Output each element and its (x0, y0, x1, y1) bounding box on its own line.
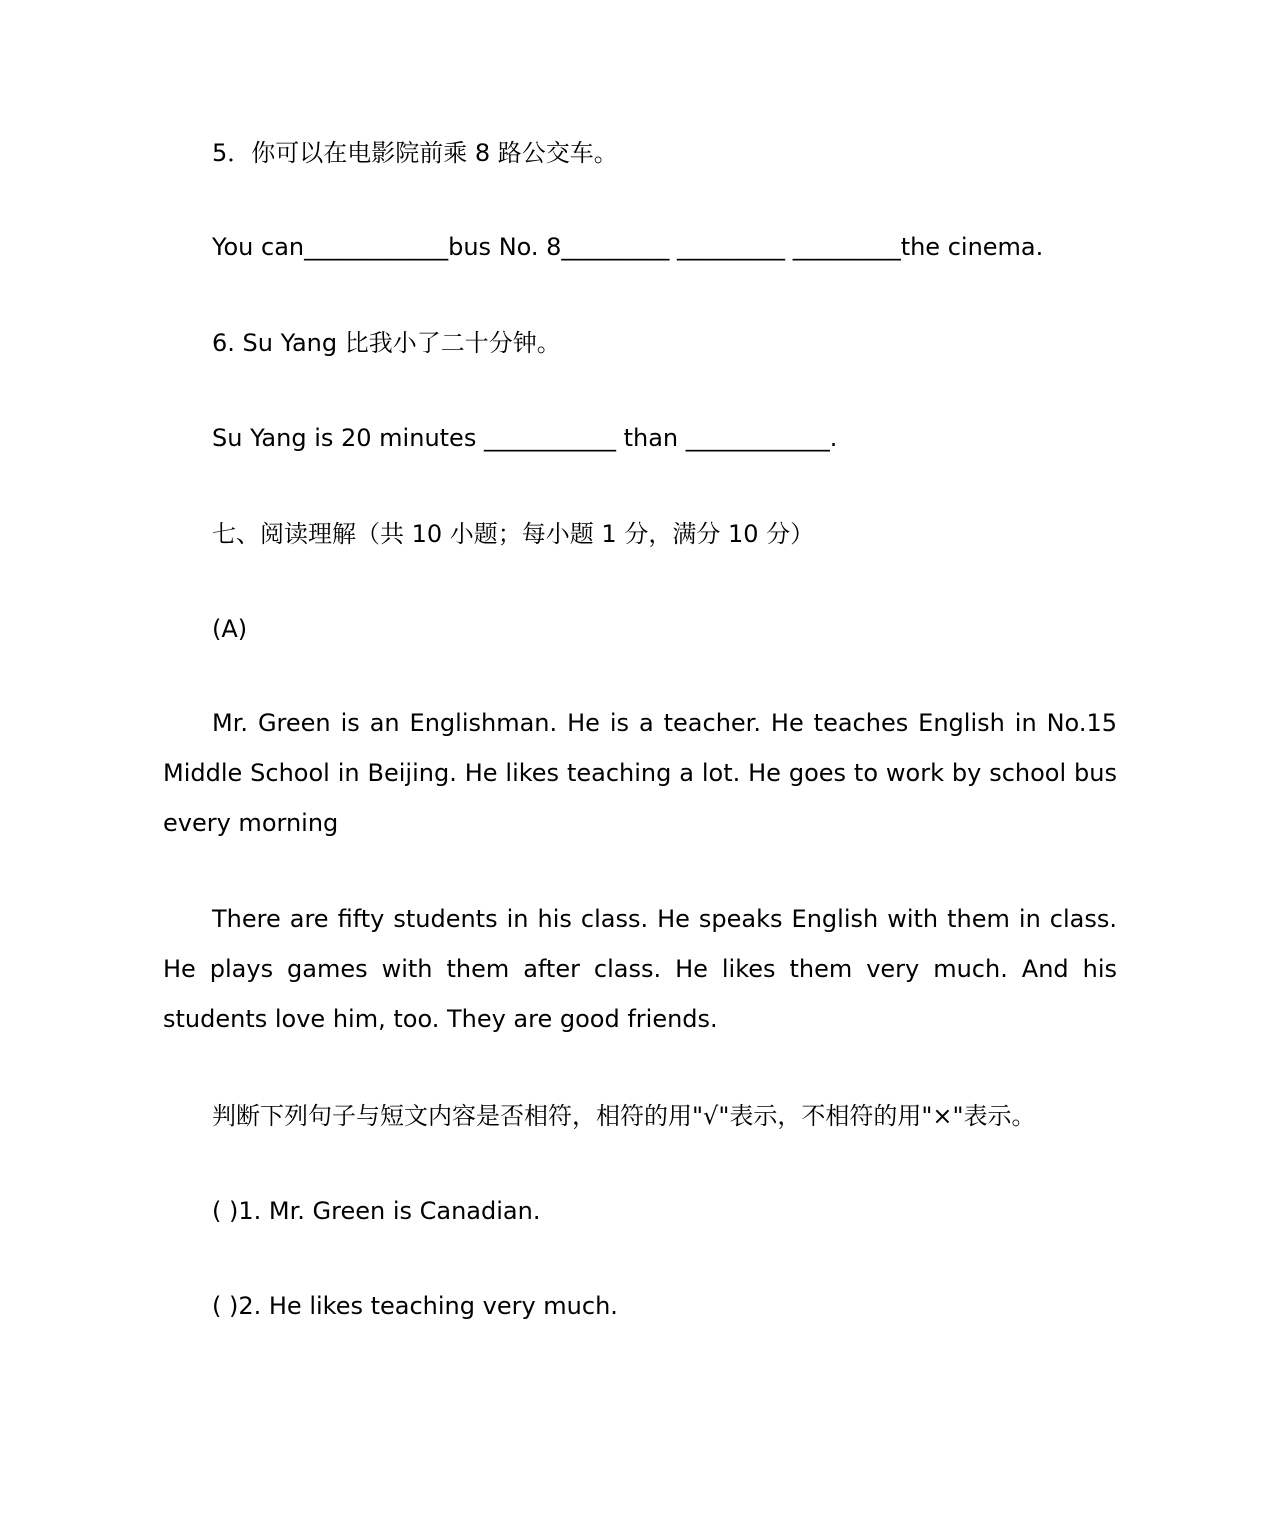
part-a-label: (A) (212, 615, 248, 643)
question-6-english: Su Yang is 20 minutes ___________ than ____________. (212, 424, 838, 452)
passage-paragraph-1: Mr. Green is an Englishman. He is a teacher. He teaches English in No.15 Middle School in Beijing. He likes teaching a lot. He goes to work by school bus every morning (163, 709, 1117, 837)
question-6-chinese: 6. Su Yang 比我小了二十分钟。 (212, 329, 561, 357)
section-7-title: 七、阅读理解（共 10 小题；每小题 1 分，满分 10 分） (212, 520, 815, 548)
question-item-2: ( )2. He likes teaching very much. (212, 1292, 618, 1320)
question-item-1: ( )1. Mr. Green is Canadian. (212, 1197, 541, 1225)
passage-paragraph-2: There are fifty students in his class. He speaks English with them in class. He plays games with them after class. He likes them very much. And his students love him, too. They are good friends. (163, 905, 1117, 1033)
question-5-chinese: 5．你可以在电影院前乘 8 路公交车。 (212, 139, 618, 167)
question-5-english: You can____________bus No. 8_________ _________ _________the cinema. (212, 233, 1044, 261)
judgement-instruction: 判断下列句子与短文内容是否相符，相符的用"√"表示，不相符的用"×"表示。 (212, 1102, 1036, 1130)
